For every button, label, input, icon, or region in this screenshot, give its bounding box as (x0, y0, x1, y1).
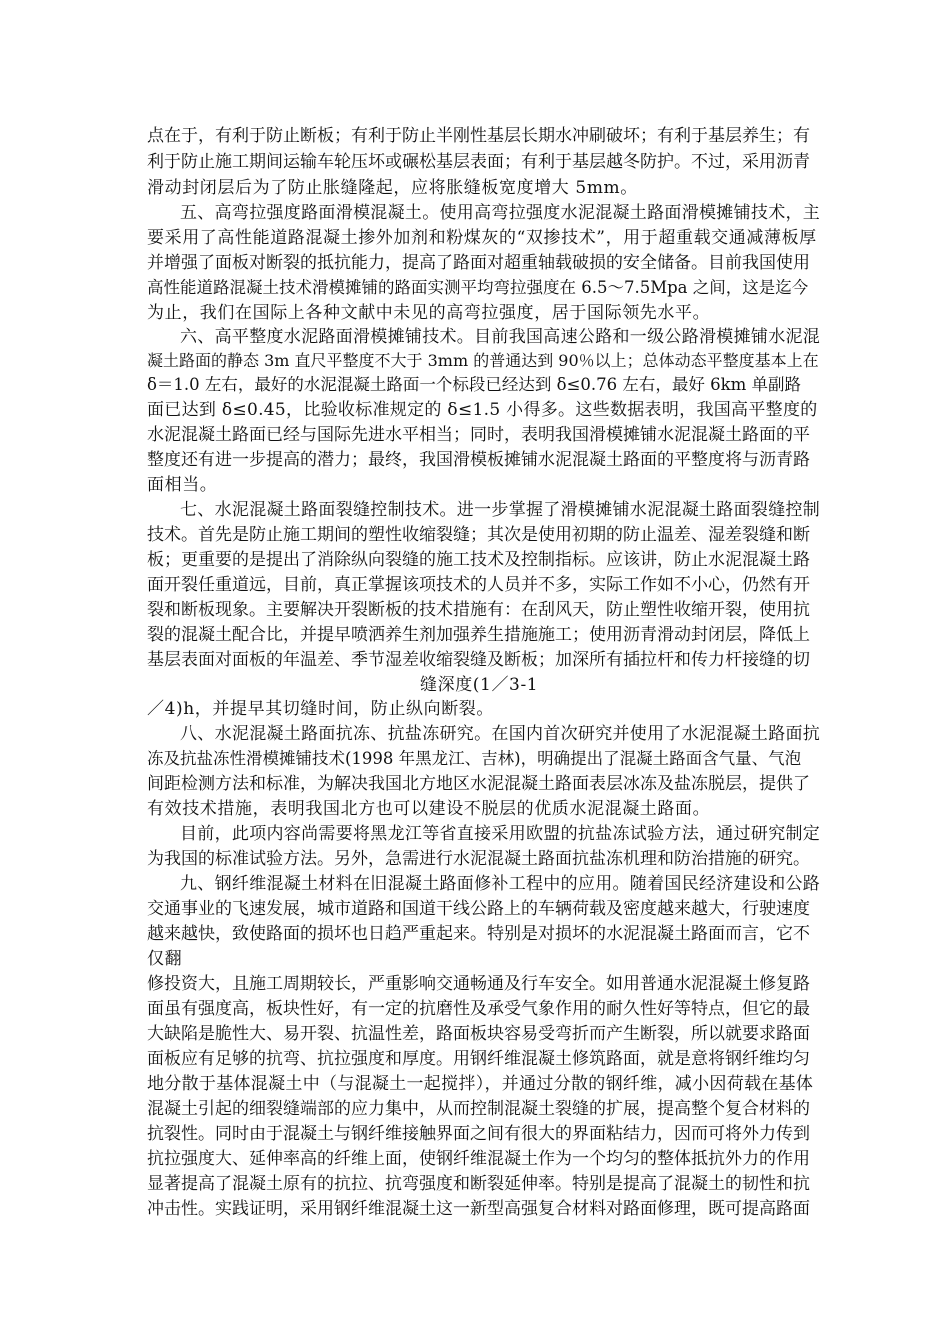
text-line: 冲击性。实践证明，采用钢纤维混凝土这一新型高强复合材料对路面修理，既可提高路面 (147, 1199, 810, 1219)
text-line: 九、钢纤维混凝土材料在旧混凝土路面修补工程中的应用。随着国民经济建设和公路 (180, 874, 821, 894)
text-line: 地分散于基体混凝土中（与混凝土一起搅拌），并通过分散的钢纤维，减小因荷载在基体 (147, 1074, 814, 1094)
text-line: 间距检测方法和标准，为解决我国北方地区水泥混凝土路面表层冰冻及盐冻脱层，提供了 (147, 774, 810, 794)
text-line: 越来越快，致使路面的损坏也日趋严重起来。特别是对损坏的水泥混凝土路面而言，它不 (147, 924, 810, 944)
text-line: δ＝1.0 左右，最好的水泥混凝土路面一个标段已经达到 δ≤0.76 左右，最好 6km 单副路 (147, 375, 802, 394)
text-line: 大缺陷是脆性大、易开裂、抗温性差，路面板块容易受弯折而产生断裂，所以就要求路面 (147, 1024, 810, 1044)
text-line: 并增强了面板对断裂的抵抗能力，提高了路面对超重轴载破损的安全储备。目前我国使用 (147, 253, 810, 273)
text-line: 滑动封闭层后为了防止胀缝隆起，应将胀缝板宽度增大 5mm。 (147, 178, 638, 198)
text-line: 仅翻 (147, 949, 183, 969)
text-line: 要采用了高性能道路混凝土掺外加剂和粉煤灰的“双掺技术”，用于超重载交通减薄板厚 (147, 228, 817, 248)
text-line: 技术。首先是防止施工期间的塑性收缩裂缝；其次是使用初期的防止温差、湿差裂缝和断 (147, 525, 810, 545)
text-line: 交通事业的飞速发展，城市道路和国道干线公路上的车辆荷载及密度越来越大，行驶速度 (147, 899, 810, 919)
text-line: 面板应有足够的抗弯、抗拉强度和厚度。用钢纤维混凝土修筑路面，就是意将钢纤维均匀 (147, 1049, 810, 1069)
text-line: 八、水泥混凝土路面抗冻、抗盐冻研究。在国内首次研究并使用了水泥混凝土路面抗 (180, 724, 821, 744)
text-line: 基层表面对面板的年温差、季节湿差收缩裂缝及断板；加深所有插拉杆和传力杆接缝的切 (147, 650, 810, 670)
text-line: 有效技术措施，表明我国北方也可以建设不脱层的优质水泥混凝土路面。 (147, 799, 711, 819)
text-line: 六、高平整度水泥路面滑模摊铺技术。目前我国高速公路和一级公路滑模摊铺水泥混 (180, 327, 821, 347)
text-line: 高性能道路混凝土技术滑模摊铺的路面实测平均弯拉强度在 6.5～7.5Mpa 之间，这是迄今 (147, 278, 809, 297)
text-line: 抗裂性。同时由于混凝土与钢纤维接触界面之间有很大的界面粘结力，因而可将外力传到 (147, 1124, 810, 1144)
text-line: 为我国的标准试验方法。另外，急需进行水泥混凝土路面抗盐冻机理和防治措施的研究。 (147, 849, 810, 869)
text-line: 凝土路面的静态 3m 直尺平整度不大于 3mm 的普通达到 90％以上；总体动态平整度基本上在 (147, 351, 819, 370)
text-line: 利于防止施工期间运输车轮压坏或碾松基层表面；有利于基层越冬防护。不过，采用沥青 (147, 152, 810, 172)
text-line: 显著提高了混凝土原有的抗拉、抗弯强度和断裂延伸率。特别是提高了混凝土的韧性和抗 (147, 1174, 810, 1194)
text-line: 整度还有进一步提高的潜力；最终，我国滑模板摊铺水泥混凝土路面的平整度将与沥青路 (147, 450, 810, 470)
text-line: 目前，此项内容尚需要将黑龙江等省直接采用欧盟的抗盐冻试验方法，通过研究制定 (180, 824, 821, 844)
text-line: 点在于，有利于防止断板；有利于防止半刚性基层长期水冲刷破坏；有利于基层养生；有 (147, 126, 810, 146)
text-line: 抗拉强度大、延伸率高的纤维上面，使钢纤维混凝土作为一个均匀的整体抵抗外力的作用 (147, 1149, 810, 1169)
text-line: 面虽有强度高，板块性好，有一定的抗磨性及承受气象作用的耐久性好等特点，但它的最 (147, 999, 810, 1019)
text-line: 缝深度(1／3-1 (420, 675, 539, 695)
text-line: 修投资大，且施工周期较长，严重影响交通畅通及行车安全。如用普通水泥混凝土修复路 (147, 974, 810, 994)
text-line: 七、水泥混凝土路面裂缝控制技术。进一步掌握了滑模摊铺水泥混凝土路面裂缝控制 (180, 500, 821, 520)
text-line: 冻及抗盐冻性滑模摊铺技术(1998 年黑龙江、吉林)，明确提出了混凝土路面含气量、气泡 (147, 749, 802, 768)
text-line: 面开裂任重道远，目前，真正掌握该项技术的人员并不多，实际工作如不小心，仍然有开 (147, 575, 810, 595)
text-line: 面已达到 δ≤0.45，比验收标准规定的 δ≤1.5 小得多。这些数据表明，我国高平整度的 (147, 400, 818, 420)
text-line: 裂的混凝土配合比，并提早喷洒养生剂加强养生措施施工；使用沥青滑动封闭层，降低上 (147, 625, 810, 645)
text-line: 为止，我们在国际上各种文献中未见的高弯拉强度，居于国际领先水平。 (147, 303, 711, 323)
text-line: 面相当。 (147, 475, 218, 495)
text-line: 混凝土引起的细裂缝端部的应力集中，从而控制混凝土裂缝的扩展，提高整个复合材料的 (147, 1099, 810, 1119)
text-line: 裂和断板现象。主要解决开裂断板的技术措施有：在刮风天，防止塑性收缩开裂，使用抗 (147, 600, 810, 620)
text-line: 水泥混凝土路面已经与国际先进水平相当；同时，表明我国滑模摊铺水泥混凝土路面的平 (147, 425, 810, 445)
text-line: ／4)h，并提早其切缝时间，防止纵向断裂。 (147, 699, 494, 719)
text-line: 板；更重要的是提出了消除纵向裂缝的施工技术及控制指标。应该讲，防止水泥混凝土路 (147, 550, 810, 570)
text-line: 五、高弯拉强度路面滑模混凝土。使用高弯拉强度水泥混凝土路面滑模摊铺技术，主 (180, 203, 821, 223)
